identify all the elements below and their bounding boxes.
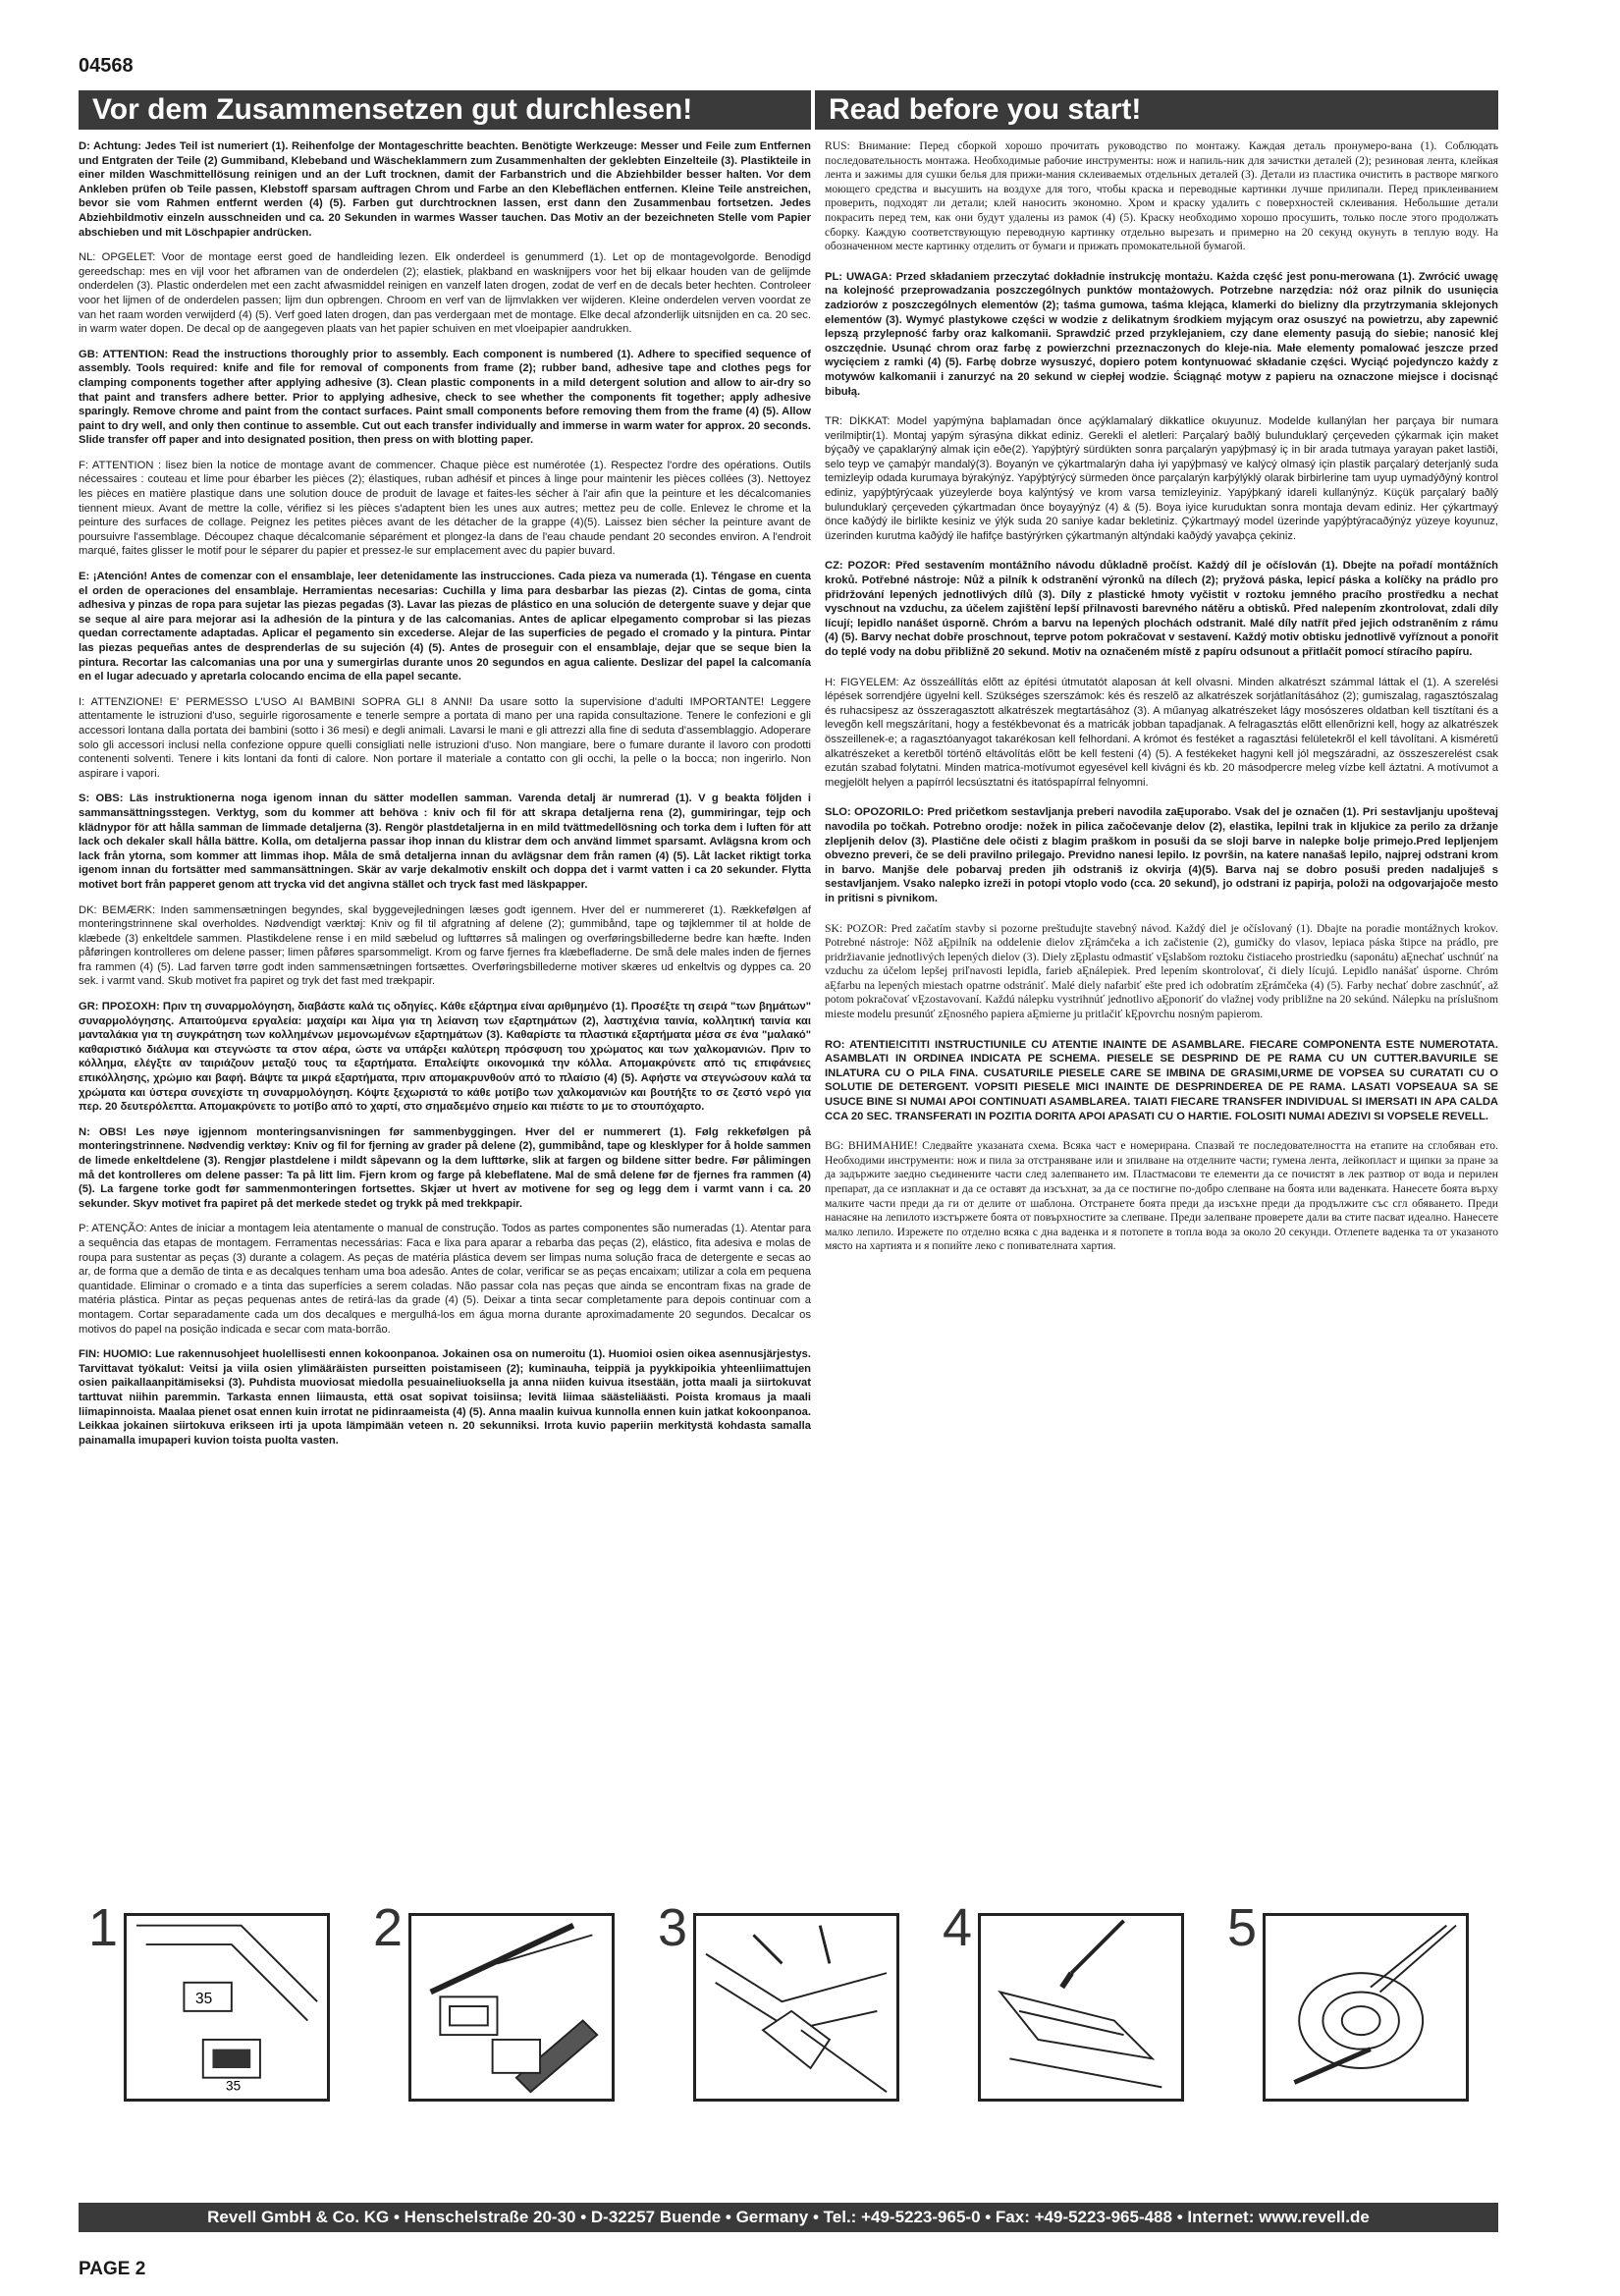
part-number-label: 35 bbox=[226, 2078, 242, 2094]
paint-brush-icon bbox=[981, 1916, 1181, 2099]
instruction-hu: H: FIGYELEM: Az összeállítás elõtt az építési útmutatót alaposan át kell olvasni. Minden alkatrészt számmal láttak el (1). A szerelési lépések sorrendjére ügyelni kell. Szükséges szerszámok: kés és reszelõ az alkatrészek sorjátlanításához (2); gumiszalag, ragasztószalag és ruhacsipesz az összeragasztott alkatrészek megtartásához (3). A műanyag alkatrészeket lágy mosószeres oldatban kell tisztítani és a levegõn kell megszárítani, hogy a festékbevonat és a matricák jobban tapadjanak. A felragasztás elõtt ellenõrizni kell, hogy az alkatrészek összeillenek-e; a ragasztóanyagot takarékosan kell felhordani. A krómot és festéket a ragasztási felületekrõl el kell távolítani. A kisméretű alkatrészeket a keretbõl történõ eltávolítás elõtt be kell festeni (4) (5). A festékeket hagyni kell jól megszáradni, az összeszerelést csak ezután szabad folytatni. Minden matrica-motívumot egyesével kell kivágni és kb. 20 másodpercre meleg vízbe kell áztatni. A motívumot a megjelölt helyen a papírról lecsúsztatni és itatóspapírral felnyomni. bbox=[825, 676, 1498, 789]
step-illustration bbox=[978, 1913, 1184, 2102]
instruction-bg: BG: ВНИМАНИЕ! Следвайте указаната схема. Всяка част е номерирана. Спазвай те последователността на етапите на сглобяван ето. Необходими инструменти: нож и пила за отстраняване или и зпилване на отделните части; гумена лента, лейкопласт и щипки за пране за да задържите заедно съединените части след залепването им. Пластмасови те елементи да се почистят в лек разтвор от вода и перилен препарат, да се изплакнат и да се оставят да изсъхнат, за да се постигне по-добро слепване на боята или ваденката. Нанесете боята върху малките части преди да ги от делите от шаблона. Отстранете боята преди да изсъхне преди да продължите със сгл обяването. Преди нанасяне на лепилото изстържете боята от повърхностите за слепване. Преди залепване проверете дали ва стите пасват идеално. Нанесете малко лепило. Изрежете по отделно всяка с дна ваденка и я потопете в топла вода за около 20 секунди. Отлепете ваденка та от указаното място на хартията и я попийте леко с попивателната хартия. bbox=[825, 1139, 1498, 1253]
part-number-label: 35 bbox=[195, 1991, 213, 2008]
title-banner-german: Vor dem Zusammensetzen gut durchlesen! bbox=[79, 90, 811, 130]
numbered-parts-icon bbox=[127, 1916, 327, 2099]
instruction-cz: CZ: POZOR: Před sestavením montážního návodu důkladně pročíst. Každý díl je očíslován (1). Dbejte na pořadí montážních kroků. Potřebné nástroje: Nůž a pilník k odstranění výronků na dílech (2); pryžová páska, lepicí páska a kolíčky na prádlo pro přidržování lepených jednotlivých dílů (3). Díly z plastické hmoty vyčistit v roztoku jemného pracího prostředku a nechat vyschnout na vzduchu, za účelem zajištění lepší přilnavosti barevného nátěru a obtisků. Před nalepením zkontrolovat, zdali díly lícují; lepidlo nanášet úsporně. Chróm a barvu na lepených plochách odstranit. Malé díly natřít před jejich odstraněním z rámu (4) (5). Barvy nechat dobře proschnout, teprve potom pokračovat v sestavení. Každý motiv obtisku jednotlivě vyříznout a ponořit do teplé vody na dobu přibližně 20 sekund. Motiv na označeném místě z papíru odsunout a přitlačit pomocí stíracího papíru. bbox=[825, 560, 1498, 658]
step-illustration bbox=[408, 1913, 615, 2102]
title-banner-english: Read before you start! bbox=[815, 90, 1498, 130]
instruction-es: E: ¡Atención! Antes de comenzar con el ensamblaje, leer detenidamente las instrucciones. Cada pieza va numerada (1). Téngase en cuenta el orden de operaciones del ensamblaje. Herramientas necesarias: Cuchilla y lima para desbarbar las piezas (2). Cintas de goma, cinta adhesiva y pinzas de ropa para sujetar las piezas pegadas (3). Lavar las piezas de plástico en una solución de detergente suave y dejar que se seque al aire para mejorar asi la adhesión de la pintura y de las calcomanias. Antes de aplicar elpegamento comprobar si las piezas quedan correctamente adaptadas. Aplicar el pegamento sin excederse. Alejar de las superficies de pegado el cromado y la pintura. Pintar las piezas pequeñas antes de desprenderlas de su sujeción (4) (5). Antes de proseguir con el ensamblaje, dejar que se seque bien la pintura. Recortar las calcomanias una por una y sumergirlas durante unos 20 segundos en agua caliente. Deslizar del papel la calcomanía en el lugar adecuado y apretarla colocando encima de ella papel secante. bbox=[79, 571, 811, 683]
instruction-dk: DK: BEMÆRK: Inden sammensætningen begyndes, skal byggevejledningen læses godt igennem. Hver del er nummereret (1). Rækkefølgen af monteringstrinnene skal overholdes. Nødvendigt værktøj: Kniv og fil til afgratning af delene (2); gummibånd, tape og tøjklemmer til at holde de klæbede (3) enkeltdele sammen. Plastikdelene rense i en mild sæbelud og lufttørres så malingen og overføringsbillederne bedre kan hæfte. Inden påføringen kontrolleres om delene passer; limen påføres sparsommeligt. Krom og farve fjernes fra klæbefladerne. De små dele males inden de fjernes fra rammen (4) (5). Lad farven tørre godt inden sammensætningen fortsættes. Overføringsbillederne motiver skæres ud enkeltvis og dyppes ca. 20 sek. i varmt vand. Skub motivet fra papiret og tryk det fast med trækpapir. bbox=[79, 903, 811, 988]
decal-application-icon bbox=[1266, 1916, 1466, 2099]
instruction-ru: RUS: Внимание: Перед сборкой хорошо прочитать руководство по монтажу. Каждая деталь пронумеро-вана (1). Соблюдать последовательность монтажа. Необходимые рабочие инструменты: нож и напиль-ник для зачистки деталей (2); резиновая лента, клейкая лента и зажимы для сушки белья для прижи-мания склеиваемых отдельных деталей (3). Детали из пластика очистить в растворе мягкого моющего средства и высушить на воздухе для того, чтобы краска и переводные картинки лучше прилипали. Перед приклеиванием проверить, подходят ли детали; клей наносить экономно. Хром и краску удалить с поверхностей склеивания. Небольшие детали покрасить перед тем, как они будут удалены из рамок (4) (5). Краску необходимо хорошо просушить, только после этого продолжать сборку. Каждую соответствующую переводную картинку отдельно вырезать и примерно на 20 секунд окунуть в теплую воду. На обозначенном месте картинку отделить от бумаги и прижать промокательной бумагой. bbox=[825, 139, 1498, 253]
instruction-nl: NL: OPGELET: Voor de montage eerst goed de handleiding lezen. Elk onderdeel is genummerd (1). Let op de montagevolgorde. Benodigd gereedschap: mes en vijl voor het afbramen van de onderdelen (2); elastiek, plakband en wasknijpers voor het bij elkaar houden van de gelijmde onderdelen (3). Plastic onderdelen met een zacht afwasmiddel reinigen en vanzelf laten drogen, zodat de verf en de decals beter hechten. Controleer voor het lijmen of de onderdelen passen; lijm dun opbrengen. Chroom en verf van de lijmvlakken ver wijderen. Kleine onderdelen verven voordat ze van het raam worden verwijderd (4) (5). Verf goed laten drogen, dan pas verdergaan met de montage. Elke decal afzonderlijk uitsnijden en ca. 20 sec. in warm water dopen. De decal op de aangegeven plaats van het papier schuiven en met vloeipapier aandrukken. bbox=[79, 251, 811, 336]
instruction-tr: TR: DİKKAT: Model yapýmýna baþlamadan önce açýklamalarý dikkatlice okuyunuz. Modelde kullanýlan her parçaya bir numara verilmiþtir(1). Montaj yapým sýrasýna dikkat ediniz. Gerekli el aletleri: Parçalarý baðlý bulunduklarý çerçeveden çýkarmak için maket býçaðý ve çapaklarýný almak için eðe(2). Yapýþtýrý sürdükten sonra parçalarýn yapýþmasý iç in bir arada tutmaya yarayan paket lastiði, selo teyp ve çamaþýr mandalý(3). Boyanýn ve çýkartmalarýn daha iyi yapýþmasý ve kalýcý olmasý için plastik parçalarý deterjanlý suda temizleyip odada kurumaya býrakýnýz. Yapýþtýrýcý sürmeden önce parçalarýn karþýlýklý olarak birbirlerine tam uyup uymadýðýný kontrol ediniz, yapýþtýrýcaak yüzeylerde boya kalýntýsý ve krom varsa temizleyiniz. Yapýþkaný idareli kullanýnýz. Küçük parçalarý baðlý bulunduklarý çerçeveden çýkartmadan önce boyayýnýz (4) & (5). Boya iyice kuruduktan sonra montaja devam ediniz. Her çýkartmayý önce kaðýdý ile birlikte kesiniz ve ýlýk suda 20 saniye kadar bekletiniz. Çýkartmayý model üzerinde yapýþtýracaðýnýz yüzeye koyunuz, üzerinden kurutma kaðýdý ile hafifçe bastýrýrken çýkartmanýn altýndaki kaðýdý yavaþça çekiniz. bbox=[825, 415, 1498, 542]
company-footer: Revell GmbH & Co. KG • Henschelstraße 20-30 • D-32257 Buende • Germany • Tel.: +49-5223-965-0 • Fax: +49-5223-965-488 • Internet: www.revell.de bbox=[79, 2203, 1498, 2232]
step-number: 4 bbox=[943, 1898, 973, 1957]
step-number: 2 bbox=[373, 1898, 404, 1957]
instruction-de: D: Achtung: Jedes Teil ist numeriert (1). Reihenfolge der Montageschritte beachten. Benötigte Werkzeuge: Messer und Feile zum Entfernen und Entgraten der Teile (2) Gummiband, Klebeband und Wäscheklammern zum Zusammenhalten der geklebten Einzelteile (3). Plastikteile in einer milden Waschmittellösung reinigen und an der Luft trocknen, damit der Farbanstrich und die Abziehbilder besser halten. Vor dem Ankleben prüfen ob Teile passen, Klebstoff sparsam auftragen Chrom und Farbe an den Klebeflächen entfernen. Kleine Teile anstreichen, bevor sie vom Rahmen entfernt werden (4) (5). Farben gut durchtrocknen lassen, erst dann den Zusammenbau fortsetzen. Jedes Abziehbildmotiv einzeln ausschneiden und ca. 20 Sekunden in warmes Wasser tauchen. Das Motiv an der bezeichneten Stelle vom Papier abschieben und mit Löschpapier andrücken. bbox=[79, 140, 811, 239]
step-5 bbox=[1227, 1898, 1483, 2102]
instruction-se: S: OBS: Läs instruktionerna noga igenom innan du sätter modellen samman. Varenda detalj är numrerad (1). V g beakta följden i sammansättningsstegen. Verktyg, som du kommer att behöva : kniv och fil för att skrapa detaljerna rena (2), gummiringar, tejp och klädnypor för att hålla samman de limmade detaljerna (3). Rengör plastdetaljerna in en mild tvättmedellösning och torka dem i luften för att lack och dekaler skall hålla bättre. Kolla, om detaljerna passar ihop innan du klistrar dem och använd limmet sparsamt. Avlägsna krom och lack från ytorna, som kommer att limmas ihop. Måla de små detaljerna innan du avlägsnar dem från ramen (4) (5). Låt lacket riktigt torka igenom innan du fortsätter med sammansättningen. Skär av varje dekalmotiv enskilt och doppa det i varmt vatten i ca 20 sekunder. Flytta motivet bort från papperet genom att trycka vid det angivna stället och tryck fast med läskpapper. bbox=[79, 793, 811, 891]
instructions-left-column bbox=[79, 139, 811, 1458]
step-number: 3 bbox=[658, 1898, 688, 1957]
instruction-ro: RO: ATENTIE!CITITI INSTRUCTIUNILE CU ATENTIE INAINTE DE ASAMBLARE. FIECARE COMPONENTA ESTE NUMEROTATA. ASAMBLATI IN ORDINEA INDICATA PE SCHEMA. PIESELE SE DESPRIND DE PE RAMA CU UN CUTTER.BAVURILE SE INLATURA CU O PILA FINA. CUSATURILE PIESELE CARE SE IMBINA DE GRASIMI,URME DE VOPSEA SU CURATATI CU O SOLUTIE DE DETERGENT. VOPSITI PIESELE MICI INAINTE DE DESPRINDEREA DE PE RAMA. LASATI VOPSEAUA SA SE USUCE BINE SI NUMAI APOI CONTINUATI ASAMBLAREA. TAIATI FIECARE TRANSFER INDIVIDUAL SI IMERSATI IN APA CALDA CCA 20 SEC. TRANSFERATI IN POZITIA DORITA APOI APASATI CU O HARTIE. FOLOSITI NUMAI ADEZIVI SI VOPSELE REVELL. bbox=[825, 1038, 1498, 1122]
instruction-no: N: OBS! Les nøye igjennom monteringsanvisningen før sammenbyggingen. Hver del er nummerert (1). Følg rekkefølgen på monteringstrinnene. Nødvendig verktøy: Kniv og fil for fjerning av grader på delene (2), gummibånd, tape og klesklyper for å holde sammen de limede enkeltdelene (3). Rengjør plastdelene i mildt såpevann og la dem lufttørke, slik at fargen og bildene sitter bedre. Før pålimingen må det kontrolleres om delene passer: Ta på litt lim. Fjern krom og farge på klebeflatene. Mal de små delene før de fjernes fra rammen (4) (5). La fargene torke godt før sammenmonteringen fortsettes. Skjær ut hvert av motivene for seg og legg dem i varmt vann i ca. 20 sekunder. Skyv motivet fra papiret på det merkede stedet og trykk på med trekkpapir. bbox=[79, 1125, 811, 1210]
step-1 bbox=[88, 1898, 344, 2102]
page-number: PAGE 2 bbox=[79, 2259, 146, 2279]
step-number: 5 bbox=[1227, 1898, 1258, 1957]
instruction-fr: F: ATTENTION : lisez bien la notice de montage avant de commencer. Chaque pièce est numérotée (1). Respectez l'ordre des opérations. Outils nécessaires : couteau et lime pour ébarber les pièces (2); élastiques, ruban adhésif et pinces à linge pour maintenir les pièces collées (3). Nettoyez les pièces en matière plastique dans une solution douce de produit de lavage et faites-les sécher à l'air afin que la peinture et les décalcomanies tiennent mieux. Avant de mettre la colle, vérifiez si les pièces s'adaptent bien les unes aux autres; mettez peu de colle. Enlevez le chrome et la peinture des surfaces de collage. Peignez les petites pièces avant de les détacher de la grappe (4)(5). Laissez bien sécher la peinture avant de poursuivre l'assemblage. Découpez chaque décalcomanie séparément et plongez-la dans de l'eau chaude pendant 20 secondes environ. A l'endroit marqué, faites glisser le motif pour le séparer du papier et pressez-le sur emplacement avec du papier buvard. bbox=[79, 459, 811, 558]
clamping-parts-icon bbox=[696, 1916, 896, 2099]
instruction-gb: GB: ATTENTION: Read the instructions thoroughly prior to assembly. Each component is numbered (1). Adhere to specified sequence of assembly. Tools required: knife and file for removal of components from frame (2); rubber band, adhesive tape and clothes pegs for clamping components together after applying adhesive (3). Clean plastic components in a mild detergent solution and allow to air-dry so that paint and transfers adhere better. Prior to applying adhesive, check to see whether the components fit together; apply adhesive sparingly. Remove chrome and paint from the contact surfaces. Paint small components before removing them from the frame (4) (5). Allow paint to dry well, and only then continue to assemble. Cut out each transfer individually and immerse in warm water for approx. 20 seconds. Slide transfer off paper and into designated position, then press on with blotting paper. bbox=[79, 348, 811, 447]
instruction-slo: SLO: OPOZORILO: Pred pričetkom sestavljanja preberi navodila zaĘuporabo. Vsak del je označen (1). Pri sestavljanju upoštevaj navodila po točkah. Potrebno orodje: nožek in pilica začočevanje delov (2), elastika, lepilni trak in kljukice za perilo za držanje zlepljenih delov (3). Plastične dele očisti z blagim praškom in posuši da se sloji barve in nalepke bolje primejo.Pred lepljenjem obvezno preveri, če se deli pravilno prilegajo. Previdno nanesi lepilo. Iz površin, na katere nanašaš lepilo, najprej odstrani krom in barvo. Manjše dele pobarvaj preden jih odstraniš iz okvirja (4)(5). Barva naj se dobro posuši preden nadaljuješ s sestavljanjem. Vsako nalepko izreži in potopi vtoplo vodo (cca. 20 sekund), jo odstrani iz papirja, položi na odgovarjajoče mesto in pritisni s pivnikom. bbox=[825, 806, 1498, 904]
step-2 bbox=[373, 1898, 628, 2102]
step-3 bbox=[658, 1898, 913, 2102]
instruction-gr: GR: ΠΡΟΣΟΧΗ: Πριν τη συναρμολόγηση, διαβάστε καλά τις οδηγίες. Κάθε εξάρτημα είναι αριθμημένο (1). Προσέξτε τη σειρά "των βημάτων" συναρμολόγησης. Απαιτούμενα εργαλεία: μαχαίρι και λίμα για τη λείανση των εξαρτημάτων (2), λαστιχένια ταινία, κολλητική ταινία και μανταλάκια για τη συγκράτηση των κολλημένων μεμονωμένων εξαρτημάτων (3). Καθαρίστε τα πλαστικά εξαρτήματα μέσα σε ένα "μαλακό" καθαριστικό διάλυμα και στεγνώστε τα στον αέρα, ώστε να υπάρξει καλύτερη πρόσφυση του χρώματος και των χαλκομανιών. Πριν το κόλλημα, ελέγξτε αν ταιριάζουν μεταξύ τους τα εξαρτήματα. Επαλείψτε οικονομικά την κόλλα. Απομακρύνετε από τις επιφάνειες επικόλλησης, χρώμιο και βαφή. Βάψτε τα μικρά εξαρτήματα, πριν απομακρυνθούν από το πλαίσιο (4) (5). Αφήστε να στεγνώσουν καλά τα χρώματα και ύστερα συνεχίστε τη συναρμολόγηση. Κόψτε ξεχωριστά το κάθε μοτίβο των χαλκομανιών και βουτήξτε το σε ζεστό νερό για περ. 20 δευτερόλεπτα. Απομακρύνετε το μοτίβο από το χαρτί, στο σημαδεμένο σημείο και πιέστε το με το στουπόχαρτο. bbox=[79, 1001, 811, 1114]
step-4 bbox=[943, 1898, 1198, 2102]
instruction-pl: PL: UWAGA: Przed składaniem przeczytać dokładnie instrukcję montażu. Każda część jest ponu-merowana (1). Zwrócić uwagę na kolejność przeprowadzania poszczególnych punktów montażowych. Potrzebne narzędzia: nóż oraz pilnik do usunięcia zadziorów z poszczególnych elementów (2); taśma gumowa, taśma klejąca, klamerki do bielizny dla przytrzymania sklejonych elementów (3). Wymyć plastykowe części w wodzie z delikatnym środkiem myjącym oraz osuszyć na powietrzu, aby zapewnić lepszą przylepność farby oraz kalkomanii. Sprawdzić przed przyklejaniem, czy dane elementy pasują do siebie; nanosić klej oszczędnie. Usunąć chrom oraz farbę z powierzchni przeznaczonych do kleje-nia. Małe elementy pomalować jeszcze przed wycięciem z ramki (4) (5). Farbę dobrze wysuszyć, dopiero potem kontynuować składanie części. Wyciąć pojedynczo każdy z motywów kalkomanii i zanurzyć na 20 sekund w ciepłej wodzie. Ściągnąć motyw z papieru na oznaczone miejsce i docisnąć bibułą. bbox=[825, 270, 1498, 398]
assembly-steps bbox=[88, 1898, 1502, 2102]
instruction-it: I: ATTENZIONE! E' PERMESSO L'USO AI BAMBINI SOPRA GLI 8 ANNI! Da usare sotto la supervisione d'adulti IMPORTANTE! Leggere attentamente le istruzioni d'uso, seguirle rigorosamente e tenerle sempre a portata di mano per una rapida consultazione. Tenere le confezioni e gli accessori lontana dalla portata dei bambini (sotto i 36 mesi) e degli animali. Lavarsi le mani e gli attrezzi alla fine di seduta d'assemblaggio. Adoperare solo gli accessori inclusi nella confezione oppure quelli consigliati nelle istruzioni d'uso. Non mangiare, bere o fumare durante il lavoro con prodotti contenenti solventi. Tenere i kits lontani da fonti di calore. Non portare il materiale a contatto con gli occhi, la pelle o la bocca; non ingerirlo. Non aspirare i vapori. bbox=[79, 695, 811, 780]
step-illustration bbox=[1263, 1913, 1469, 2102]
instruction-sk: SK: POZOR: Pred začatím stavby si pozorne preštudujte stavebný návod. Každý diel je očíslovaný (1). Dbajte na poradie montážnych krokov. Potrebné nástroje: Nôž aĘpilník na oddelenie dielov zĘrámčeka a ich začistenie (2), gumičky do vlasov, lepiaca páska štipce na prádlo, pre pridržiavanie jednotlivých lepených dielov (3). Diely zĘplastu odmastiť vĘslabšom roztoku čistiaceho prostriedku (saponátu) aĘnechať uschnúť na vzduchu za účelom lepšej priľnavosti lepidla, farieb aĘnálepiek. Pred lepením skontrolovať, či diely lícujú. Lepidlo nanášať úsporne. Chróm aĘfarbu na lepených miestach opatrne odstrániť. Malé diely nafarbiť ešte pred ich odobratím zĘrámčeka (4) (5). Farby nechať dobre zaschnúť, až potom pokračovať vĘzostavovaní. Každú nálepku vystrihnúť jednotlivo aĘponoriť do vlažnej vody približne na 20 sekúnd. Nálepku na príslušnom mieste modelu presunúť zĘnosného papiera aĘmierne ju pritlačiť kĘpovrchu nosným papierom. bbox=[825, 921, 1498, 1021]
knife-and-file-icon bbox=[411, 1916, 612, 2099]
instructions-right-column bbox=[825, 139, 1498, 1270]
instruction-fi: FIN: HUOMIO: Lue rakennusohjeet huolellisesti ennen kokoonpanoa. Jokainen osa on numeroitu (1). Huomioi osien oikea asennusjärjestys. Tarvittavat työkalut: Veitsi ja viila osien ylimääräisten purseitten poistamiseen (2); kuminauha, teippiä ja pyykkipoikia yhteenliimattujen osien paikallaanpitämiseksi (3). Puhdista muoviosat miedolla pesuaineliuoksella ja anna niiden kuivua itsestään, jotta maali ja siirtokuvat tarttuvat niihin paremmin. Tarkasta ennen liimausta, että osat sopivat toisiinsa; levitä liimaa säästeliäästi. Poista kromaus ja maali liimapinnoista. Maalaa pienet osat ennen kuin irrotat ne pidinraameista (4) (5). Anna maalin kuivua kunnolla ennen kuin jatkat kokoonpanoa. Leikkaa jokainen siirtokuva erikseen irti ja upota lämpimään veteen n. 20 sekunniksi. Irrota kuvio paperiin merkitystä kohdasta samalla painamalla imupaperi kuvion toista puolta vasten. bbox=[79, 1348, 811, 1447]
step-illustration bbox=[693, 1913, 899, 2102]
product-code: 04568 bbox=[79, 55, 134, 77]
instruction-pt: P: ATENÇÃO: Antes de iniciar a montagem leia atentamente o manual de construção. Todos as partes componentes são numeradas (1). Atentar para a sequência das etapas de montagem. Ferramentas necessárias: Faca e lixa para aparar a rebarba das peças (2), elástico, fita adesiva e molas de roupa para sustentar as peças (3) durante a colagem. As peças de matéria plástica devem ser limpas numa solução fraca de detergente e secas ao ar, de forma que a demão de tinta e as decalques tenham uma boa adesão. Antes de colar, verificar se as peças encaixam; utilizar a cola em pequena quantidade. Eliminar o cromado e a tinta das superfícies a serem coladas. Não passar cola nas peças que ainda se encontram fixas na grade de matéria plástica. Pintar as peças pequenas antes de retirá-las da grade (4) (5). Deixar a tinta secar completamente para depois continuar com a montagem. Cortar separadamente cada um dos decalques e mergulhá-los em água morna durante aproximadamente 20 segundos. Decalcar os motivos do papel na posição indicada e secar com mata-borrão. bbox=[79, 1223, 811, 1336]
step-illustration bbox=[124, 1913, 330, 2102]
step-number: 1 bbox=[88, 1898, 119, 1957]
